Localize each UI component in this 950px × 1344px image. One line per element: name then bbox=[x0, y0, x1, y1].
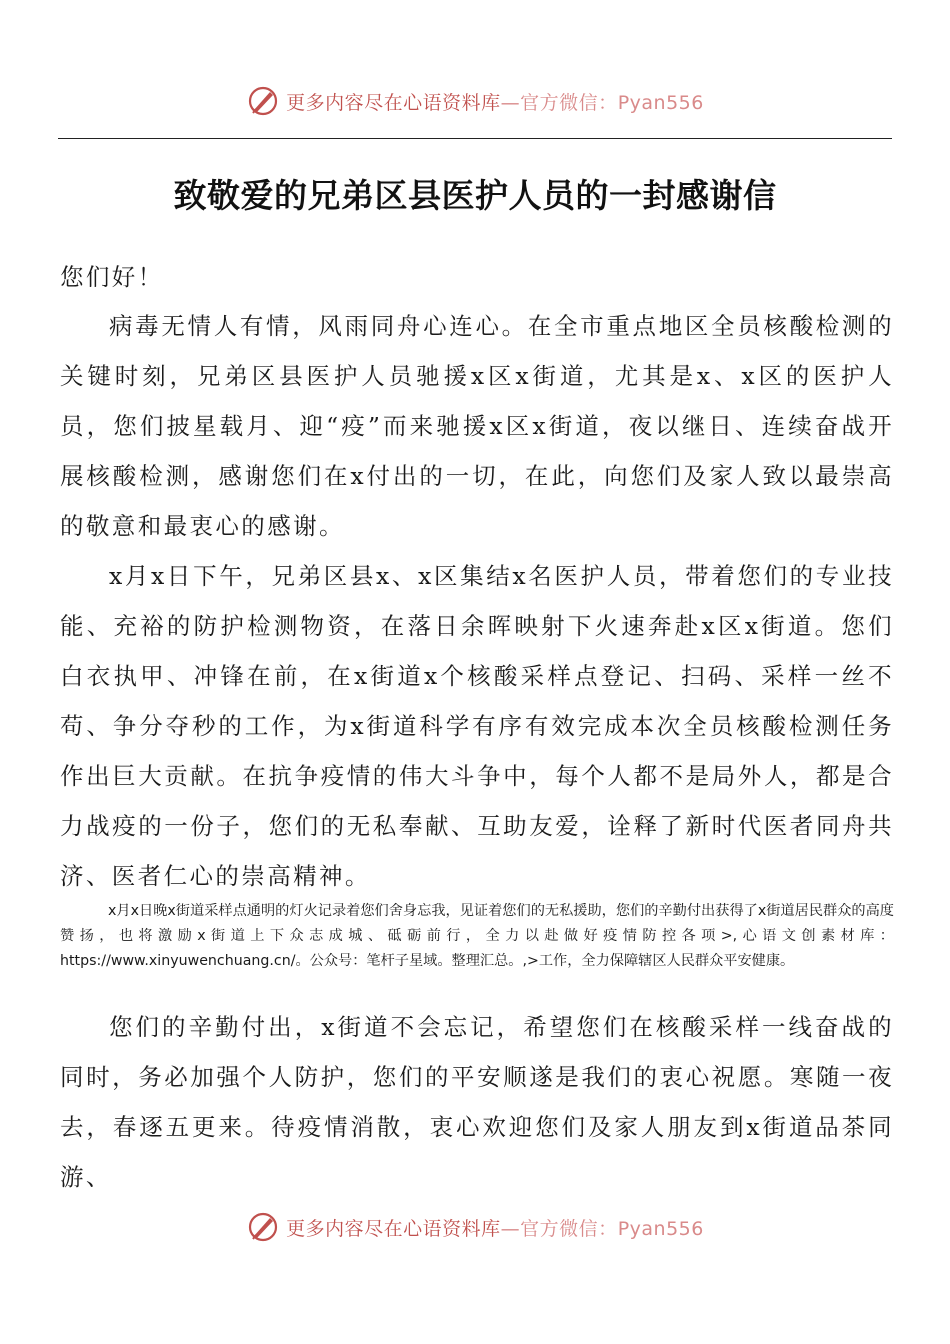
footer-banner-text bbox=[286, 1214, 704, 1241]
footer-banner-id: Pyan556 bbox=[617, 1217, 704, 1240]
header-watermark-banner bbox=[0, 84, 950, 118]
inserted-note-paragraph: x月x日晚x街道采样点通明的灯火记录着您们舍身忘我，见证着您们的无私援助，您们的辛勤付出获得了x街道居民群众的高度赞扬，也将激励x街道上下众志成城、砥砺前行，全力以赴做好疫情防控各项>,心语文创素材库：https://www.xinyuwenchuang.cn/。公众号：笔杆子星域。整理汇总。,>工作，全力保障辖区人民群众平安健康。 bbox=[60, 903, 894, 969]
footer-watermark-banner bbox=[0, 1210, 950, 1244]
paragraph-2: x月x日下午，兄弟区县x、x区集结x名医护人员，带着您们的专业技能、充裕的防护检测物资，在落日余晖映射下火速奔赴x区x街道。您们白衣执甲、冲锋在前，在x街道x个核酸采样点登记、扫码、采样一丝不苟、争分夺秒的工作，为x街道科学有序有效完成本次全员核酸检测任务作出巨大贡献。在抗争疫情的伟大斗争中，每个人都不是局外人，都是合力战疫的一份子，您们的无私奉献、互助友爱，诠释了新时代医者同舟共济、医者仁心的崇高精神。 bbox=[60, 562, 894, 890]
header-divider bbox=[58, 138, 892, 139]
header-banner-sep: —官方微信： bbox=[500, 91, 618, 114]
header-banner-main: 更多内容尽在心语资料库 bbox=[286, 91, 501, 114]
document-title: 致敬爱的兄弟区县医护人员的一封感谢信 bbox=[173, 176, 777, 215]
footer-banner-sep: —官方微信： bbox=[500, 1217, 618, 1240]
header-banner-text bbox=[286, 88, 704, 115]
paragraph-1: 病毒无情人有情，风雨同舟心连心。在全市重点地区全员核酸检测的关键时刻，兄弟区县医护人员驰援x区x街道，尤其是x、x区的医护人员，您们披星载月、迎“疫”而来驰援x区x街道，夜以继日、连续奋战开展核酸检测，感谢您们在x付出的一切，在此，向您们及家人致以最崇高的敬意和最衷心的感谢。 bbox=[60, 312, 894, 540]
paragraph-3: 您们的辛勤付出，x街道不会忘记，希望您们在核酸采样一线奋战的同时，务必加强个人防护，您们的平安顺遂是我们的衷心祝愿。寒随一夜去，春逐五更来。待疫情消散，衷心欢迎您们及家人朋友到x街道品茶同游、 bbox=[60, 1013, 894, 1191]
quill-pen-logo-icon bbox=[246, 84, 280, 118]
quill-pen-logo-icon bbox=[246, 1210, 280, 1244]
greeting: 您们好！ bbox=[60, 263, 164, 291]
footer-banner-main: 更多内容尽在心语资料库 bbox=[286, 1217, 501, 1240]
header-banner-id: Pyan556 bbox=[617, 91, 704, 114]
